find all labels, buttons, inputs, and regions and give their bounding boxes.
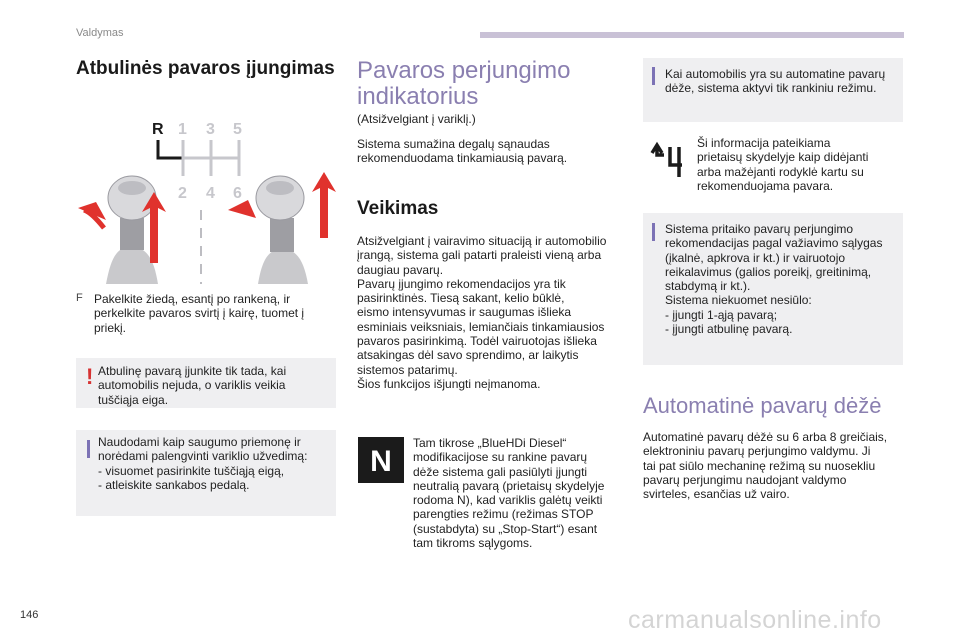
info-box-left <box>76 430 336 516</box>
engine-note: (Atsižvelgiant į variklį.) <box>357 112 476 126</box>
shift-up-arrow-icon <box>648 141 686 181</box>
intro-text: Sistema sumažina degalų sąnaudas rekomenduodama tinkamiausią pavarą. <box>357 137 568 166</box>
gate-label-3: 3 <box>206 121 215 138</box>
automatic-gearbox-text: Automatinė pavarų dėžė su 6 arba 8 greičiais, elektroniniu pavarų perjungimo valdymu. Ji tai pat siūlo mechaninę režimą su nuosekliu pavarų perjungimu naudojant valdymo svirteles, esančias už vairo. <box>643 430 888 502</box>
warning-icon: ! <box>86 364 94 389</box>
info-box-right-bottom <box>643 213 903 365</box>
adaptive-recommendation-text: Sistema pritaiko pavarų perjungimo rekomendacijas pagal važiavimo sąlygas (įkalnė, apkrova ir kt.) ir vairuotojo reikalavimus (galios poreikį, greitinimą, stabdymą ir kt.). Sistema niekuomet nesiūlo: - įjungti 1-ąją pavarą; - įjungti atbulinę pavarą. <box>665 222 883 337</box>
svg-text:N: N <box>370 445 392 478</box>
section-header: Valdymas <box>76 27 124 39</box>
gate-label-2: 2 <box>178 185 187 202</box>
section-title-reverse-gear: Atbulinės pavaros įjungimas <box>76 58 335 79</box>
warning-box <box>76 358 336 408</box>
subsection-title-operation: Veikimas <box>357 198 439 219</box>
page-number: 146 <box>20 609 39 621</box>
gate-label-1: 1 <box>178 121 187 138</box>
info-text-left: Naudodami kaip saugumo priemonę ir norėdami palengvinti variklio užvedimą: - visuomet pasirinkite tuščiąją eigą, - atleiskite sankabos pedalą. <box>98 435 308 492</box>
section-title-automatic-gearbox: Automatinė pavarų dėžė <box>643 393 882 418</box>
bluehdi-text: Tam tikrose „BlueHDi Diesel“ modifikacijose su rankine pavarų dėže sistema gali pasiūlyti įjungti neutralią pavarą (prietaisų skydelyje rodoma N), kad variklis galėtų veikti parengties režimu (režimas STOP (sustabdyta) su „Stop-Start“) esant tam tikroms sąlygoms. <box>413 436 605 551</box>
automatic-gearbox-note: Kai automobilis yra su automatine pavarų dėže, sistema aktyvi tik rankiniu režimu. <box>665 67 886 96</box>
gate-label-r: R <box>152 121 164 138</box>
gear-knob-illustration-left <box>76 168 186 284</box>
gear-knob-illustration-right <box>220 168 336 284</box>
section-title-gear-indicator: Pavaros perjungimo indikatorius <box>357 57 571 110</box>
watermark: carmanualsonline.info <box>628 606 882 634</box>
dashed-divider <box>197 210 205 284</box>
gate-label-5: 5 <box>233 121 242 138</box>
warning-text: Atbulinę pavarą įjunkite tik tada, kai automobilis nejuda, o variklis veikia tuščiąja eiga. <box>98 364 287 407</box>
info-icon <box>652 67 655 85</box>
neutral-indicator-icon <box>358 437 404 483</box>
bullet-marker: F <box>76 292 83 304</box>
indicator-explanation: Ši informacija pateikiama prietaisų skydelyje kaip didėjanti arba mažėjanti rodyklė kartu su rekomenduojama pavara. <box>697 136 869 193</box>
info-icon <box>652 223 655 241</box>
header-bar <box>480 32 904 38</box>
gate-label-6: 6 <box>233 185 242 202</box>
info-icon <box>87 440 90 458</box>
gate-label-4: 4 <box>206 185 215 202</box>
info-box-right-top <box>643 58 903 122</box>
instruction-text: Pakelkite žiedą, esantį po rankeną, ir perkelkite pavaros svirtį į kairę, tuomet į priekį. <box>94 292 305 335</box>
operation-text: Atsižvelgiant į vairavimo situaciją ir automobilio įrangą, sistema gali patarti praleisti vieną arba daugiau pavarų. Pavarų įjungimo rekomendacijos yra tik pasirinktinės. Tiesą sakant, kelio būklė, eismo intensyvumas ir saugumas išlieka esminiais veiksniais, lemiančiais tinkamiausios pavaros pasirinkimą. Todėl vairuotojas išlieka atsakingas dėl savo sprendimo, ar laikytis sistemos patarimų. Šios funkcijos išjungti neįmanoma. <box>357 234 607 391</box>
